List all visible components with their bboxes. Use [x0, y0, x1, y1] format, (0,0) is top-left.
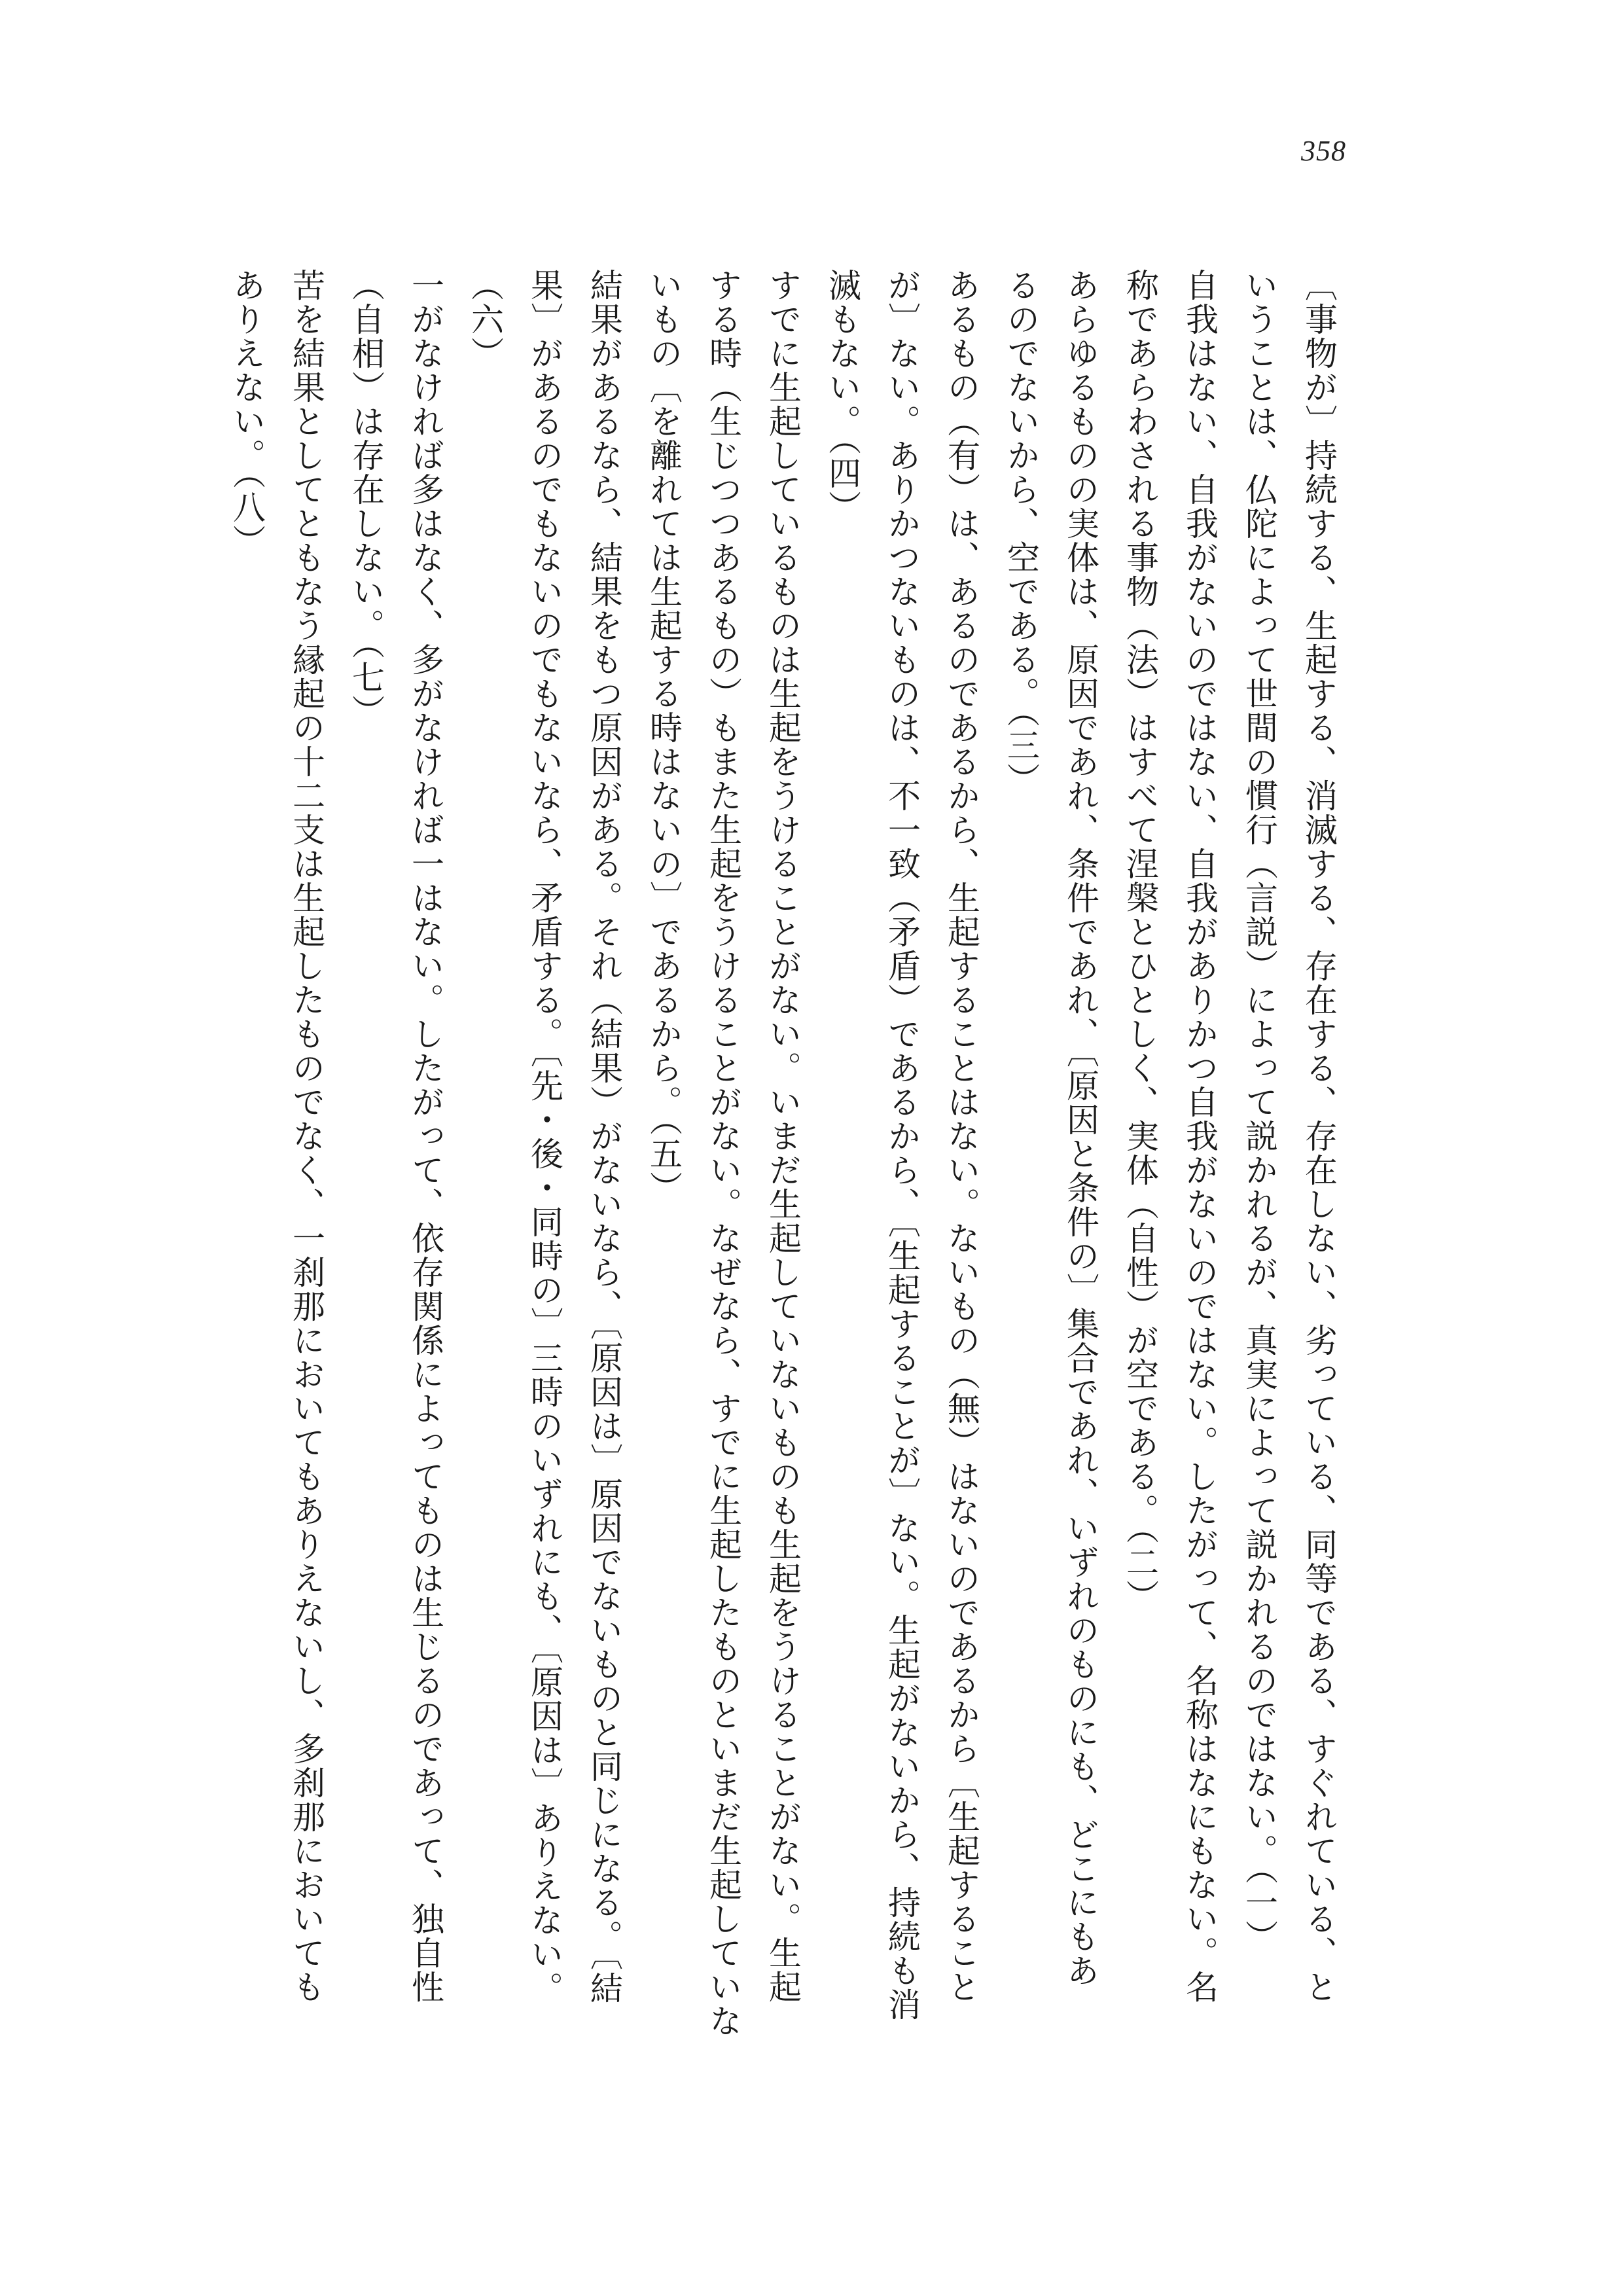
- text-line: 称であらわされる事物（法）はすべて涅槃とひとしく、実体（自性）が空である。（二）: [1121, 268, 1159, 1613]
- text-line: ありえない。（八）: [228, 268, 266, 558]
- text-line: （自相）は存在しない。（七）: [347, 268, 385, 728]
- body-text: [217, 268, 1348, 2038]
- text-line: する時（生じつつあるもの）もまた生起をうけることがない。なぜなら、すでに生起したものといまだ生起していな: [704, 268, 742, 2038]
- text-line: 滅もない。（四）: [823, 268, 861, 524]
- text-line: 果〕があるのでもないのでもないなら、矛盾する。〔先・後・同時の〕三時のいずれにも、〔原因は〕ありえない。: [526, 268, 563, 2005]
- text-line: いうことは、仏陀によって世間の慣行（言説）によって説かれるが、真実によって説かれるのではない。（一）: [1240, 268, 1278, 1954]
- text-line: いもの〔を離れては生起する時はないの〕であるから。（五）: [645, 268, 683, 1205]
- text-line: 結果があるなら、結果をもつ原因がある。それ（結果）がないなら、〔原因は〕原因でないものと同じになる。〔結: [585, 268, 623, 2005]
- text-line: 自我はない、自我がないのではない、自我がありかつ自我がないのではない。したがって、名称はなにもない。名: [1181, 268, 1219, 2004]
- text-line: が〕ない。ありかつないものは、不一致（矛盾）であるから、〔生起することが〕ない。生起がないから、持続も消: [883, 268, 921, 2022]
- text-line: あるもの（有）は、あるのであるから、生起することはない。ないもの（無）はないのであるから〔生起すること: [942, 268, 980, 2004]
- text-line: るのでないから、空である。（三）: [1002, 268, 1040, 797]
- text-line: 一がなければ多はなく、多がなければ一はない。したがって、依存関係によってものは生じるのであって、独自性: [406, 268, 444, 2004]
- text-line: すでに生起しているものは生起をうけることがない。いまだ生起していないものも生起をうけることがない。生起: [764, 268, 802, 2004]
- text-line: （六）: [466, 268, 504, 370]
- text-line: 苦を結果としてともなう縁起の十二支は生起したものでなく、一刹那においてもありえないし、多刹那においても: [287, 268, 325, 2004]
- page-number: 358: [1301, 135, 1346, 167]
- text-line: あらゆるものの実体は、原因であれ、条件であれ、〔原因と条件の〕集合であれ、いずれのものにも、どこにもあ: [1061, 268, 1099, 1988]
- text-line: 〔事物が〕持続する、生起する、消滅する、存在する、存在しない、劣っている、同等である、すぐれている、と: [1300, 268, 1338, 2004]
